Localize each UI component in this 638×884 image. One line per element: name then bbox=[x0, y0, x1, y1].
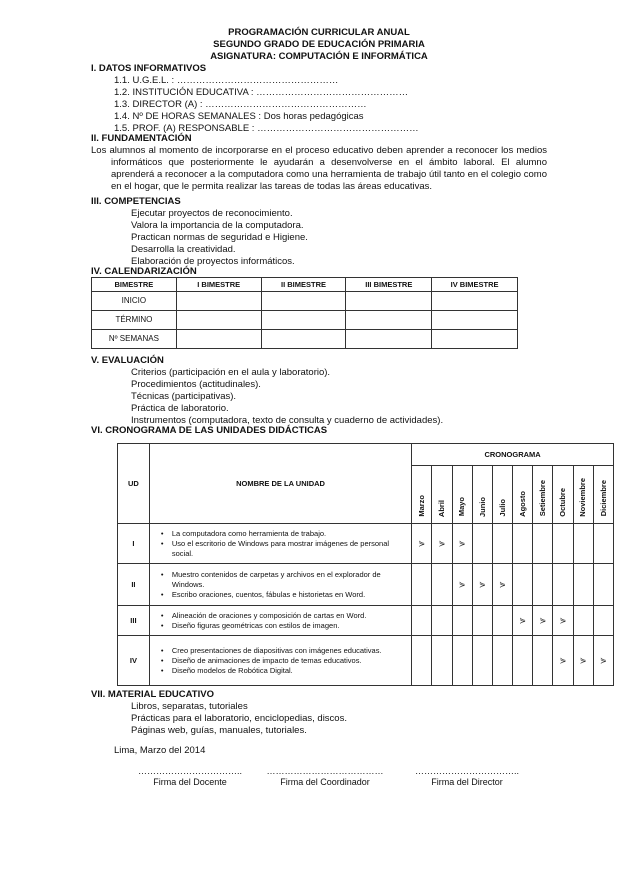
datos-item: 1.2. INSTITUCIÓN EDUCATIVA : ………………………………………… bbox=[114, 87, 409, 98]
unit-number: II bbox=[118, 564, 150, 606]
month-cell bbox=[533, 564, 553, 606]
unit-number: I bbox=[118, 524, 150, 564]
month-cell bbox=[472, 636, 492, 686]
schedule-check-icon: ⋟ bbox=[418, 538, 426, 548]
month-cell bbox=[533, 606, 553, 636]
month-header bbox=[513, 466, 533, 524]
month-cell bbox=[553, 524, 573, 564]
month-label: Noviembre bbox=[578, 477, 588, 517]
calendar-row bbox=[92, 311, 518, 330]
month-cell bbox=[492, 606, 512, 636]
evaluacion-item: Instrumentos (computadora, texto de consulta y cuaderno de actividades). bbox=[131, 415, 444, 426]
month-header bbox=[492, 466, 512, 524]
month-cell bbox=[412, 606, 432, 636]
month-cell bbox=[573, 636, 593, 686]
fundamentacion-paragraph: Los alumnos al momento de incorporarse en el proceso educativo deben aprender a reconocer los medios informáticos que posteriormente le ayudarán a desenvolverse en el ámbito laboral. El alumno aprenderá a reconocer a la computadora como una herramienta de trabajo útil tanto en el colegio como en el hogar, que le permita realizar las tareas de todas las áreas educativas. bbox=[91, 145, 547, 192]
month-cell bbox=[432, 564, 452, 606]
calendar-header-row bbox=[92, 278, 518, 292]
month-cell bbox=[472, 524, 492, 564]
activity-item: • Diseño figuras geométricas con estilos de imagen. bbox=[172, 621, 407, 631]
calendar-header: II BIMESTRE bbox=[261, 278, 346, 292]
calendar-cell bbox=[346, 330, 432, 349]
calendar-cell bbox=[432, 330, 518, 349]
month-cell bbox=[513, 524, 533, 564]
calendar-cell bbox=[261, 311, 346, 330]
month-cell bbox=[573, 524, 593, 564]
calendar-cell bbox=[432, 292, 518, 311]
month-cell bbox=[472, 606, 492, 636]
material-item: Prácticas para el laboratorio, enciclopedias, discos. bbox=[131, 713, 347, 724]
cronograma-row bbox=[118, 606, 614, 636]
month-label: Mayo bbox=[457, 497, 467, 517]
calendar-cell bbox=[261, 330, 346, 349]
section-fundamentacion-title: II. FUNDAMENTACIÓN bbox=[91, 133, 192, 144]
calendar-cell bbox=[346, 292, 432, 311]
lugar-fecha: Lima, Marzo del 2014 bbox=[114, 745, 206, 756]
datos-item: 1.1. U.G.E.L. : …………………………………………… bbox=[114, 75, 339, 86]
month-header bbox=[452, 466, 472, 524]
unit-activities bbox=[149, 564, 411, 606]
month-cell bbox=[513, 636, 533, 686]
month-cell bbox=[432, 636, 452, 686]
month-label: Diciembre bbox=[598, 480, 608, 517]
cronograma-row bbox=[118, 524, 614, 564]
cronograma-row bbox=[118, 636, 614, 686]
month-cell bbox=[553, 564, 573, 606]
month-cell bbox=[452, 636, 472, 686]
month-header bbox=[593, 466, 613, 524]
signature-line-docente: …………………………….. bbox=[137, 766, 242, 776]
calendar-row-label: INICIO bbox=[92, 292, 177, 311]
month-label: Setiembre bbox=[538, 480, 548, 517]
material-item: Libros, separatas, tutoriales bbox=[131, 701, 248, 712]
schedule-check-icon: ⋟ bbox=[519, 615, 526, 625]
calendar-table bbox=[91, 277, 518, 349]
activity-item: • Alineación de oraciones y composición de cartas en Word. bbox=[172, 611, 407, 621]
section-datos-title: I. DATOS INFORMATIVOS bbox=[91, 63, 207, 74]
activity-item: • Uso el escritorio de Windows para mostrar imágenes de personal social. bbox=[172, 539, 407, 559]
datos-item: 1.3. DIRECTOR (A) : …………………………………………… bbox=[114, 99, 367, 110]
month-cell bbox=[412, 524, 432, 564]
signature-director: Firma del Director bbox=[431, 777, 503, 787]
activity-item: • Escribo oraciones, cuentos, fábulas e historietas en Word. bbox=[172, 590, 407, 600]
header-subject: ASIGNATURA: COMPUTACIÓN E INFORMÁTICA bbox=[210, 51, 428, 62]
unit-activities bbox=[149, 524, 411, 564]
section-evaluacion-title: V. EVALUACIÓN bbox=[91, 355, 164, 366]
section-calendarizacion-title: IV. CALENDARIZACIÓN bbox=[91, 266, 197, 277]
month-header bbox=[553, 466, 573, 524]
datos-item: 1.5. PROF. (A) RESPONSABLE : …………………………………………… bbox=[114, 123, 419, 134]
month-cell bbox=[432, 606, 452, 636]
section-competencias-title: III. COMPETENCIAS bbox=[91, 196, 181, 207]
cronograma-table bbox=[117, 443, 614, 686]
cronograma-header-crono: CRONOGRAMA bbox=[412, 444, 614, 466]
activity-list bbox=[152, 611, 407, 631]
cronograma-row bbox=[118, 564, 614, 606]
month-label: Marzo bbox=[417, 494, 427, 517]
competencia-item: Ejecutar proyectos de reconocimiento. bbox=[131, 208, 293, 219]
calendar-row-label: TÉRMINO bbox=[92, 311, 177, 330]
competencia-item: Elaboración de proyectos informáticos. bbox=[131, 256, 295, 267]
calendar-cell bbox=[261, 292, 346, 311]
calendar-header: I BIMESTRE bbox=[176, 278, 261, 292]
signature-coordinador: Firma del Coordinador bbox=[280, 777, 370, 787]
activity-list bbox=[152, 529, 407, 559]
unit-activities bbox=[149, 606, 411, 636]
schedule-check-icon: ⋟ bbox=[499, 579, 506, 589]
competencia-item: Practican normas de seguridad e Higiene. bbox=[131, 232, 308, 243]
month-cell bbox=[452, 606, 472, 636]
material-item: Páginas web, guías, manuales, tutoriales. bbox=[131, 725, 307, 736]
unit-number: IV bbox=[118, 636, 150, 686]
cronograma-body bbox=[118, 524, 614, 686]
month-cell bbox=[533, 524, 553, 564]
calendar-header: IV BIMESTRE bbox=[432, 278, 518, 292]
document-header bbox=[0, 27, 638, 63]
month-cell bbox=[553, 636, 573, 686]
month-header bbox=[472, 466, 492, 524]
schedule-check-icon: ⋟ bbox=[458, 579, 466, 589]
activity-item: • Muestro contenidos de carpetas y archivos en el explorador de Windows. bbox=[172, 570, 407, 590]
schedule-check-icon: ⋟ bbox=[600, 655, 607, 665]
month-cell bbox=[513, 606, 533, 636]
activity-item: • Diseño modelos de Robótica Digital. bbox=[172, 666, 407, 676]
month-cell bbox=[533, 636, 553, 686]
schedule-check-icon: ⋟ bbox=[458, 538, 466, 548]
month-label: Abril bbox=[437, 499, 447, 517]
month-label: Julio bbox=[497, 499, 507, 517]
calendar-cell bbox=[176, 311, 261, 330]
competencia-item: Desarrolla la creatividad. bbox=[131, 244, 236, 255]
schedule-check-icon: ⋟ bbox=[579, 655, 587, 665]
month-cell bbox=[412, 636, 432, 686]
fundamentacion-text bbox=[91, 145, 547, 193]
month-cell bbox=[492, 636, 512, 686]
activity-item: • Diseño de animaciones de impacto de temas educativos. bbox=[172, 656, 407, 666]
section-cronograma-title: VI. CRONOGRAMA DE LAS UNIDADES DIDÁCTICAS bbox=[91, 425, 328, 436]
unit-number: III bbox=[118, 606, 150, 636]
calendar-row bbox=[92, 330, 518, 349]
cronograma-header-nombre: NOMBRE DE LA UNIDAD bbox=[149, 444, 411, 524]
month-label: Agosto bbox=[517, 490, 527, 517]
calendar-row-label: Nº SEMANAS bbox=[92, 330, 177, 349]
activity-list bbox=[152, 646, 407, 676]
month-cell bbox=[573, 564, 593, 606]
activity-list bbox=[152, 570, 407, 600]
evaluacion-item: Procedimientos (actitudinales). bbox=[131, 379, 261, 390]
evaluacion-item: Técnicas (participativas). bbox=[131, 391, 237, 402]
month-cell bbox=[452, 524, 472, 564]
calendar-cell bbox=[346, 311, 432, 330]
schedule-check-icon: ⋟ bbox=[478, 579, 486, 589]
month-cell bbox=[472, 564, 492, 606]
month-cell bbox=[513, 564, 533, 606]
month-header bbox=[432, 466, 452, 524]
month-cell bbox=[492, 524, 512, 564]
month-cell bbox=[452, 564, 472, 606]
schedule-check-icon: ⋟ bbox=[559, 655, 567, 665]
calendar-cell bbox=[176, 330, 261, 349]
activity-item: • Creo presentaciones de diapositivas con imágenes educativas. bbox=[172, 646, 407, 656]
evaluacion-item: Criterios (participación en el aula y laboratorio). bbox=[131, 367, 331, 378]
month-label: Octubre bbox=[558, 487, 568, 517]
month-cell bbox=[553, 606, 573, 636]
section-material-title: VII. MATERIAL EDUCATIVO bbox=[91, 689, 214, 700]
competencia-item: Valora la importancia de la computadora. bbox=[131, 220, 304, 231]
month-label: Junio bbox=[477, 496, 487, 517]
schedule-check-icon: ⋟ bbox=[438, 538, 446, 548]
month-header bbox=[573, 466, 593, 524]
month-cell bbox=[573, 606, 593, 636]
month-cell bbox=[593, 636, 613, 686]
cronograma-header-row bbox=[118, 444, 614, 466]
month-cell bbox=[593, 606, 613, 636]
datos-item: 1.4. Nº DE HORAS SEMANALES : Dos horas pedagógicas bbox=[114, 111, 364, 122]
signature-docente: Firma del Docente bbox=[153, 777, 227, 787]
calendar-cell bbox=[432, 311, 518, 330]
month-cell bbox=[412, 564, 432, 606]
month-header bbox=[412, 466, 432, 524]
calendar-header: BIMESTRE bbox=[92, 278, 177, 292]
month-header bbox=[533, 466, 553, 524]
calendar-header: III BIMESTRE bbox=[346, 278, 432, 292]
activity-item: • La computadora como herramienta de trabajo. bbox=[172, 529, 407, 539]
header-grade: SEGUNDO GRADO DE EDUCACIÓN PRIMARIA bbox=[213, 39, 425, 50]
signature-line-director: …………………………….. bbox=[414, 766, 519, 776]
month-cell bbox=[593, 524, 613, 564]
calendar-row bbox=[92, 292, 518, 311]
cronograma-header-ud: UD bbox=[118, 444, 150, 524]
schedule-check-icon: ⋟ bbox=[559, 615, 567, 625]
month-cell bbox=[432, 524, 452, 564]
month-cell bbox=[593, 564, 613, 606]
month-cell bbox=[492, 564, 512, 606]
signature-line-coordinador: ………………………………… bbox=[266, 766, 384, 776]
unit-activities bbox=[149, 636, 411, 686]
evaluacion-item: Práctica de laboratorio. bbox=[131, 403, 229, 414]
calendar-cell bbox=[176, 292, 261, 311]
header-title: PROGRAMACIÓN CURRICULAR ANUAL bbox=[228, 27, 410, 38]
schedule-check-icon: ⋟ bbox=[539, 615, 547, 625]
